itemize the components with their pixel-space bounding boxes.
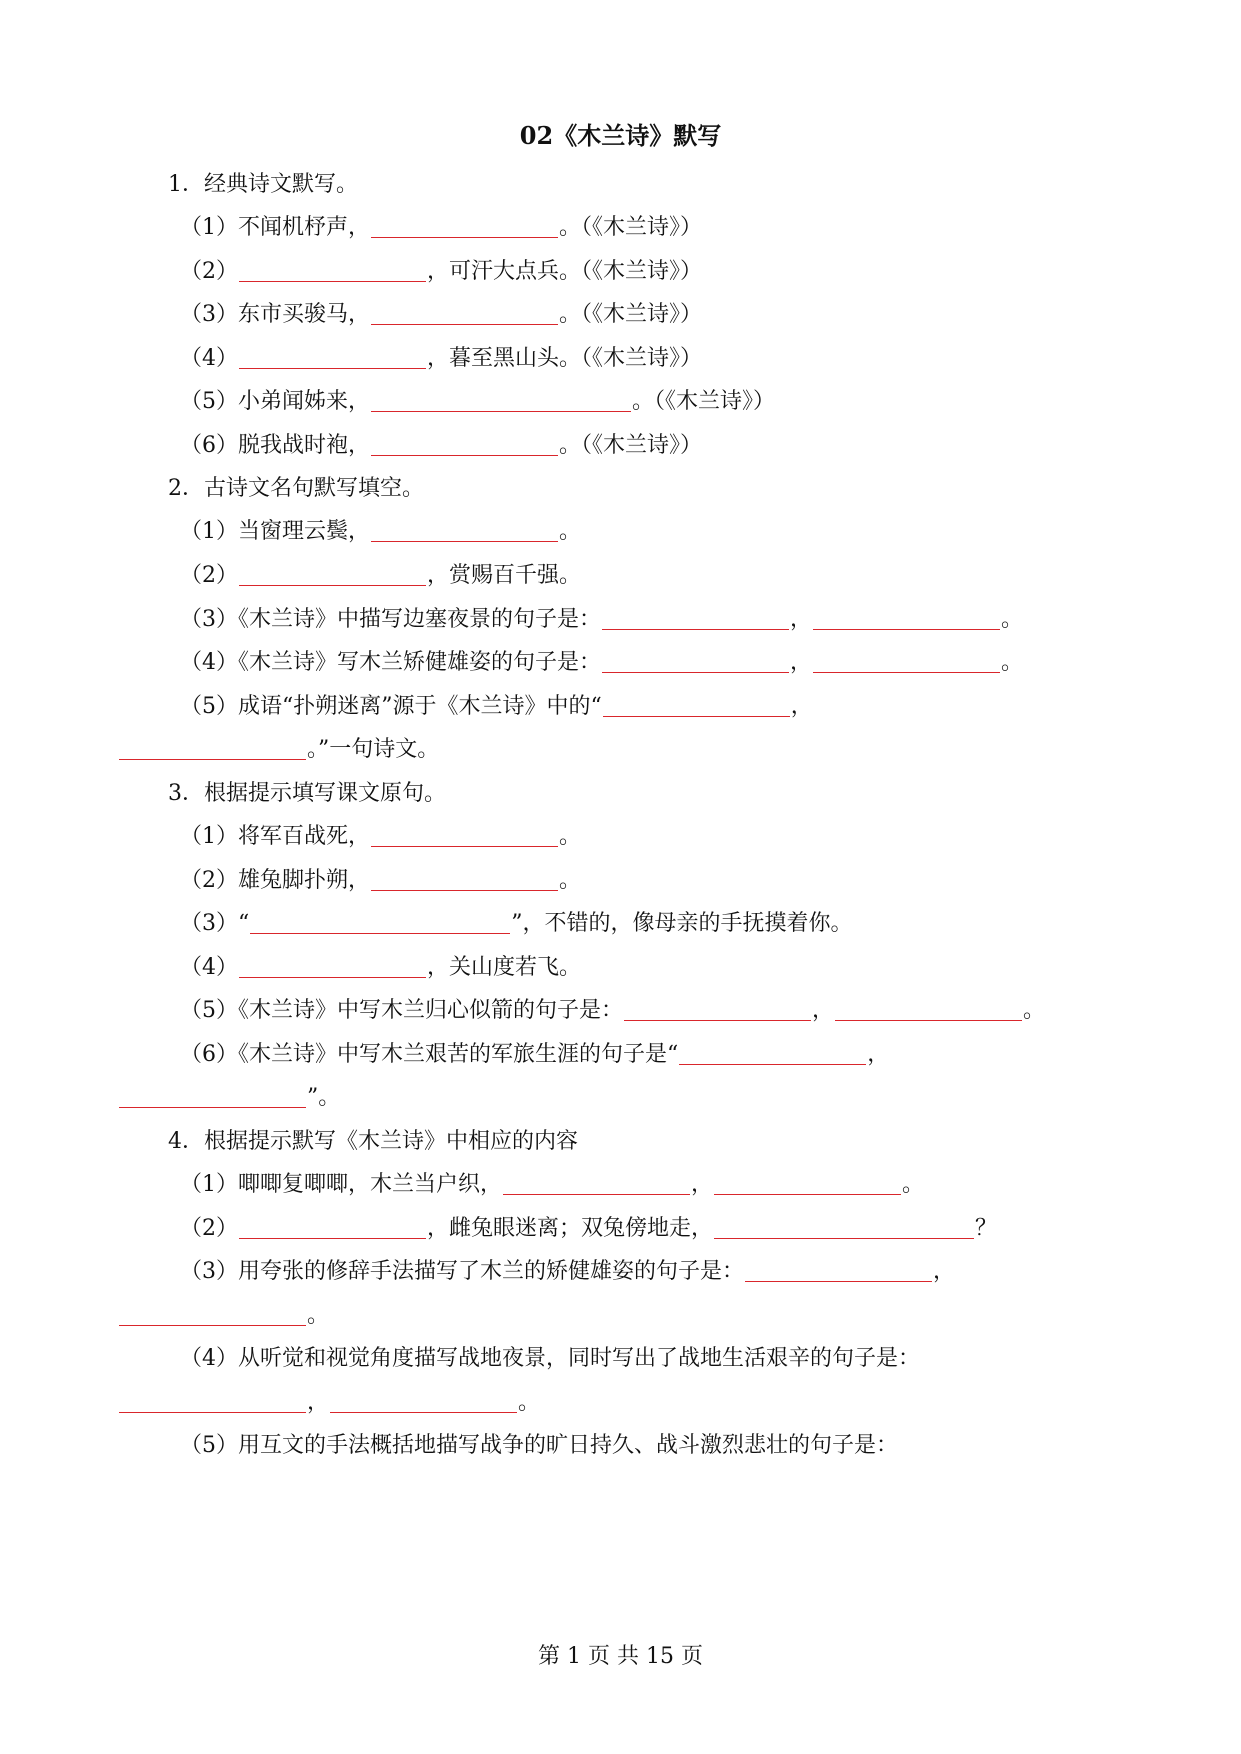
- question-2-item-5-continued: 。”一句诗文。: [118, 733, 439, 767]
- question-2-item-5: （5）成语“扑朔迷离”源于《木兰诗》中的“ ，: [180, 694, 813, 719]
- answer-blank[interactable]: [371, 866, 558, 891]
- answer-blank[interactable]: [119, 735, 306, 760]
- question-1-item-4: （4） ，暮至黑山头。（《木兰诗》）: [180, 346, 703, 371]
- question-4-item-4: （4）从听觉和视觉角度描写战地夜景，同时写出了战地生活艰辛的句子是：: [180, 1346, 920, 1371]
- answer-blank[interactable]: [503, 1170, 690, 1195]
- question-4-item-3: （3）用夸张的修辞手法描写了木兰的矫健雄姿的句子是： ，: [180, 1259, 956, 1284]
- question-4-item-3-continued: 。: [118, 1299, 329, 1333]
- question-2-item-4: （4）《木兰诗》写木兰矫健雄姿的句子是： ， 。: [180, 650, 1024, 675]
- answer-blank[interactable]: [745, 1257, 932, 1282]
- page-footer: 第 1 页 共 15 页: [538, 1644, 703, 1669]
- answer-blank[interactable]: [835, 996, 1022, 1021]
- answer-blank[interactable]: [813, 605, 1000, 630]
- question-2-item-2: （2） ，赏赐百千强。: [180, 563, 582, 588]
- answer-blank[interactable]: [679, 1040, 866, 1065]
- question-4-heading: 4．根据提示默写《木兰诗》中相应的内容: [168, 1129, 578, 1154]
- answer-blank[interactable]: [813, 648, 1000, 673]
- answer-blank[interactable]: [714, 1214, 974, 1239]
- answer-blank[interactable]: [250, 909, 510, 934]
- question-1-item-1: （1）不闻机杼声， 。（《木兰诗》）: [180, 215, 703, 240]
- answer-blank[interactable]: [371, 822, 558, 847]
- question-3-item-6-continued: ”。: [118, 1081, 340, 1115]
- question-3-item-2: （2）雄兔脚扑朔， 。: [180, 868, 582, 893]
- question-1-heading: 1．经典诗文默写。: [168, 172, 358, 197]
- answer-blank[interactable]: [239, 257, 426, 282]
- answer-blank[interactable]: [602, 605, 789, 630]
- answer-blank[interactable]: [371, 517, 558, 542]
- question-1-item-3: （3）东市买骏马， 。（《木兰诗》）: [180, 302, 703, 327]
- question-4-item-5: （5）用互文的手法概括地描写战争的旷日持久、战斗激烈悲壮的句子是：: [180, 1433, 898, 1458]
- question-2-item-3: （3）《木兰诗》中描写边塞夜景的句子是： ， 。: [180, 607, 1024, 632]
- question-3-item-1: （1）将军百战死， 。: [180, 824, 582, 849]
- answer-blank[interactable]: [119, 1301, 306, 1326]
- question-2-heading: 2．古诗文名句默写填空。: [168, 476, 424, 501]
- question-1-item-6: （6）脱我战时袍， 。（《木兰诗》）: [180, 433, 703, 458]
- question-3-item-4: （4） ，关山度若飞。: [180, 955, 582, 980]
- answer-blank[interactable]: [371, 387, 631, 412]
- question-1-item-5: （5）小弟闻姊来， 。（《木兰诗》）: [180, 389, 776, 414]
- question-3-item-3: （3）“ ”，不错的，像母亲的手抚摸着你。: [180, 911, 853, 936]
- answer-blank[interactable]: [371, 300, 558, 325]
- question-1-item-2: （2） ，可汗大点兵。（《木兰诗》）: [180, 259, 703, 284]
- answer-blank[interactable]: [603, 692, 790, 717]
- answer-blank[interactable]: [119, 1083, 306, 1108]
- question-3-item-5: （5）《木兰诗》中写木兰归心似箭的句子是： ， 。: [180, 998, 1046, 1023]
- answer-blank[interactable]: [371, 431, 558, 456]
- answer-blank[interactable]: [624, 996, 811, 1021]
- answer-blank[interactable]: [330, 1388, 517, 1413]
- question-4-item-1: （1）唧唧复唧唧，木兰当户织， ， 。: [180, 1172, 925, 1197]
- question-4-item-2: （2） ，雌兔眼迷离；双兔傍地走， ？: [180, 1216, 998, 1241]
- answer-blank[interactable]: [119, 1388, 306, 1413]
- page-title: 02《木兰诗》默写: [519, 121, 722, 150]
- answer-blank[interactable]: [239, 561, 426, 586]
- answer-blank[interactable]: [602, 648, 789, 673]
- question-4-item-4-continued: ， 。: [118, 1386, 540, 1420]
- answer-blank[interactable]: [239, 344, 426, 369]
- answer-blank[interactable]: [239, 1214, 426, 1239]
- question-3-heading: 3．根据提示填写课文原句。: [168, 781, 446, 806]
- question-3-item-6: （6）《木兰诗》中写木兰艰苦的军旅生涯的句子是“ ，: [180, 1042, 890, 1067]
- answer-blank[interactable]: [239, 953, 426, 978]
- answer-blank[interactable]: [371, 213, 558, 238]
- answer-blank[interactable]: [714, 1170, 901, 1195]
- question-2-item-1: （1）当窗理云鬓， 。: [180, 519, 582, 544]
